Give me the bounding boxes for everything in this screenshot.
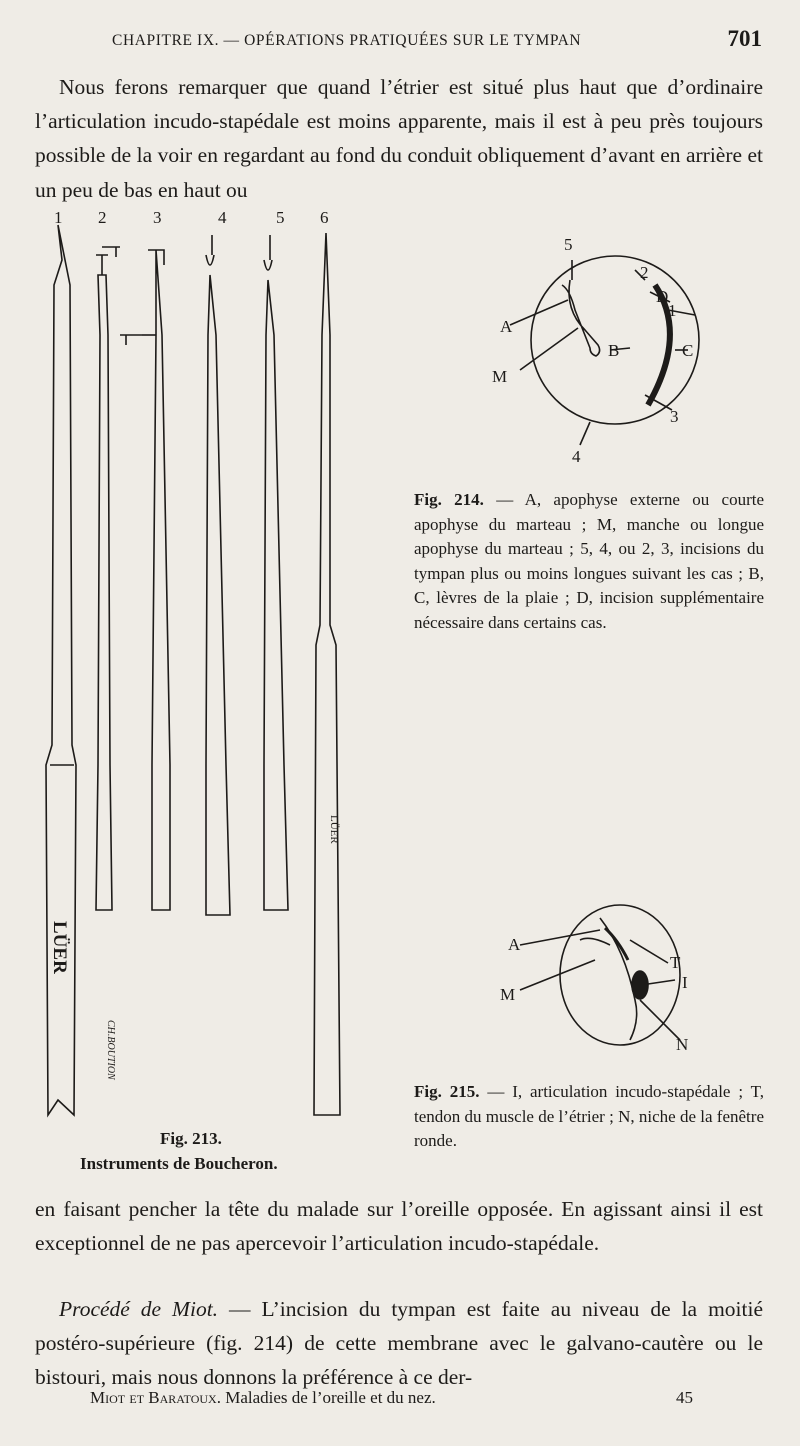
instrument-number-1: 1 bbox=[54, 208, 63, 227]
footer-signature-line bbox=[90, 1388, 710, 1408]
instrument-number-4: 4 bbox=[218, 208, 227, 227]
paragraph-2: en faisant pencher la tête du malade sur l’oreille opposée. En agissant ainsi il est exceptionnel de ne pas apercevoir l’articulation incudo-stapédale. bbox=[35, 1197, 763, 1256]
fig214-label-1: 1 bbox=[668, 301, 677, 320]
fig214-label-2: 2 bbox=[640, 263, 649, 282]
instrument-number-2: 2 bbox=[98, 208, 107, 227]
procedure-text: — L’incision du tympan est faite au niveau de la moitié postéro-supérieure (fig. 214) de cette membrane avec le galvano-cautère ou le bistouri, mais nous donnons la préférence à ce der- bbox=[35, 1297, 763, 1390]
figure-215-caption bbox=[414, 1080, 764, 1154]
maker-mark-handle-6: LÜER bbox=[328, 815, 340, 844]
fig215-label-A: A bbox=[508, 935, 521, 954]
figure-214-tympanum bbox=[490, 230, 750, 470]
fig215-label-T: T bbox=[670, 953, 681, 972]
figure-213-caption bbox=[80, 1126, 380, 1176]
figure-215-ossicles bbox=[500, 900, 720, 1070]
signature-mark: 45 bbox=[676, 1388, 693, 1407]
instrument-number-3: 3 bbox=[153, 208, 162, 227]
footer-book-title: Maladies de l’oreille et du nez. bbox=[220, 1388, 436, 1407]
maker-mark-handle-1: LÜER bbox=[49, 921, 70, 974]
instrument-number-5: 5 bbox=[276, 208, 285, 227]
fig214-label-B: B bbox=[608, 341, 620, 360]
instrument-number-6: 6 bbox=[320, 208, 329, 227]
fig214-label-M: M bbox=[492, 367, 508, 386]
figure-214-caption bbox=[414, 488, 764, 635]
fig214-label-A: A bbox=[500, 317, 513, 336]
figure-214-text: — A, apophyse externe ou courte apophyse du marteau ; M, manche ou longue apophyse du marteau ; 5, 4, ou 2, 3, incisions du tympan plus ou moins longues suivant les cas ; B, C, lèvres de la plaie ; D, incision supplémentaire nécessaire dans certains cas. bbox=[414, 490, 765, 632]
fig214-label-5: 5 bbox=[564, 235, 573, 254]
figure-215-title: Fig. 215. bbox=[414, 1082, 480, 1101]
footer-authors: Miot et Baratoux. bbox=[90, 1388, 221, 1407]
procedure-heading: Procédé de Miot. bbox=[59, 1297, 219, 1321]
paragraph-3 bbox=[35, 1292, 763, 1395]
figure-213-instruments bbox=[30, 205, 400, 1125]
running-head bbox=[112, 26, 762, 51]
figure-213-title: Fig. 213. bbox=[160, 1129, 222, 1148]
figure-214-title: Fig. 214. bbox=[414, 490, 484, 509]
fig215-label-N: N bbox=[676, 1035, 689, 1054]
fig215-label-I: I bbox=[682, 973, 688, 992]
fig214-label-4: 4 bbox=[572, 447, 581, 466]
running-title: CHAPITRE IX. — OPÉRATIONS PRATIQUÉES SUR LE TYMPAN bbox=[112, 32, 582, 49]
fig215-label-M: M bbox=[500, 985, 516, 1004]
engraver-signature: CH.BOUTION bbox=[105, 1020, 116, 1080]
paragraph-1: Nous ferons remarquer que quand l’étrier est situé plus haut que d’ordinaire l’articulation incudo-stapédale est moins apparente, mais il est à peu près toujours possible de la voir en regardant au fond du conduit obliquement d’avant en arrière et un peu de bas en haut ou bbox=[35, 75, 763, 202]
fig214-label-3: 3 bbox=[670, 407, 679, 426]
fig214-label-C: C bbox=[682, 341, 694, 360]
figure-213-text: Instruments de Boucheron. bbox=[80, 1154, 278, 1173]
page-number: 701 bbox=[727, 26, 762, 51]
figure-215-text: — I, articulation incudo-stapédale ; T, tendon du muscle de l’étrier ; N, niche de la fenêtre ronde. bbox=[414, 1082, 764, 1150]
fig214-label-D: D bbox=[656, 287, 669, 306]
